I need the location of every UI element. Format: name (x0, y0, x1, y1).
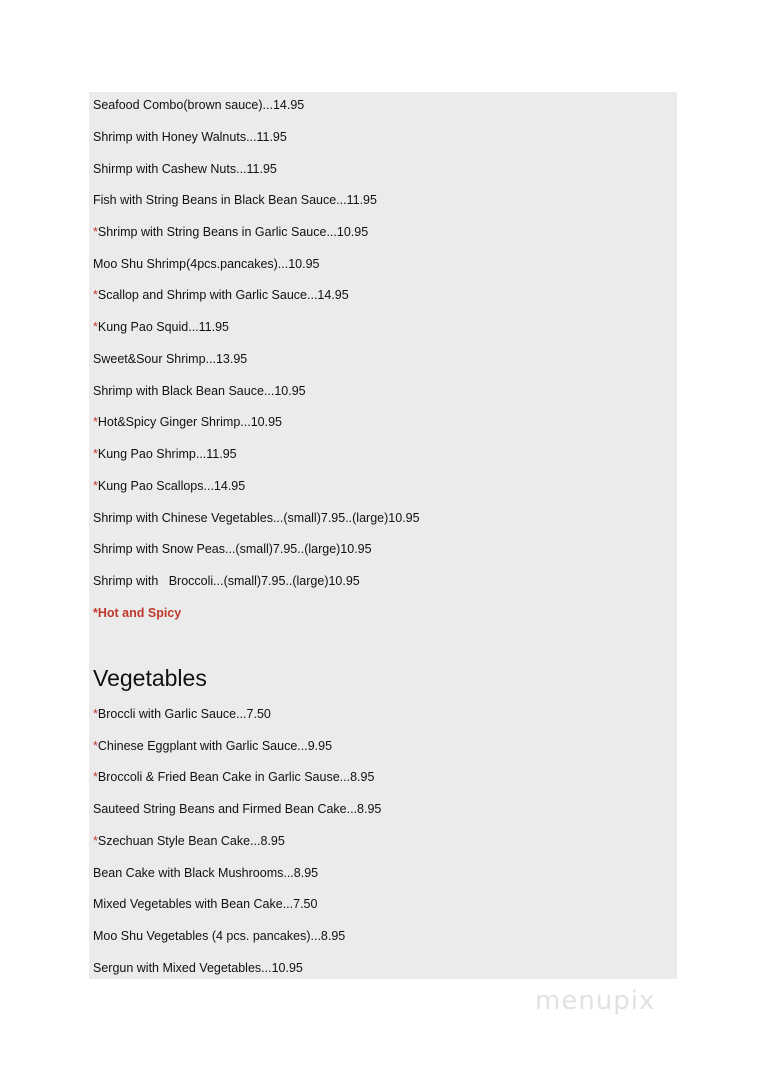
menu-item (93, 960, 303, 976)
menu-item (93, 129, 287, 145)
menu-item (93, 161, 277, 177)
menu-item (93, 351, 247, 367)
menu-item (93, 769, 374, 785)
menu-item (93, 928, 345, 944)
menu-item (93, 801, 381, 817)
menu-item (93, 446, 237, 462)
menu-item-text: Broccli with Garlic Sauce...7.50 (97, 707, 271, 721)
menu-item (93, 865, 318, 881)
menu-item (93, 414, 282, 430)
menu-item (93, 833, 285, 849)
menu-item (93, 383, 306, 399)
menu-item-text: Chinese Eggplant with Garlic Sauce...9.95 (97, 739, 333, 753)
menu-item (93, 573, 360, 589)
menu-item (93, 256, 320, 272)
menu-item (93, 478, 245, 494)
hot-spicy-marker: * (93, 415, 98, 429)
hot-spicy-marker: * (93, 834, 98, 848)
menu-item-text: Scallop and Shrimp with Garlic Sauce...14.95 (97, 288, 349, 302)
menu-item (93, 738, 332, 754)
menu-item (93, 541, 372, 557)
menu-item-text: Shrimp with Black Bean Sauce...10.95 (93, 384, 306, 398)
menu-item-text: Moo Shu Shrimp(4pcs.pancakes)...10.95 (93, 257, 320, 271)
menupix-watermark: menupix (535, 986, 656, 1016)
menu-item-text: Seafood Combo(brown sauce)...14.95 (93, 98, 305, 112)
menu-item (93, 224, 368, 240)
hot-spicy-marker: * (93, 770, 98, 784)
menu-item-text: Shrimp with Snow Peas...(small)7.95..(large)10.95 (93, 542, 372, 556)
menu-item (93, 97, 304, 113)
hot-spicy-marker: * (93, 739, 98, 753)
menu-item-text: Kung Pao Scallops...14.95 (97, 479, 246, 493)
menu-item (93, 192, 377, 208)
menu-item-text: Shrimp with Honey Walnuts...11.95 (93, 130, 287, 144)
menu-item (93, 510, 420, 526)
menu-item-text: Mixed Vegetables with Bean Cake...7.50 (93, 897, 318, 911)
menu-item-text: Sauteed String Beans and Firmed Bean Cake...8.95 (93, 802, 382, 816)
menu-item-text: Hot&Spicy Ginger Shrimp...10.95 (97, 415, 282, 429)
hot-spicy-marker: * (93, 288, 98, 302)
hot-spicy-marker: * (93, 320, 98, 334)
menu-item-text: Moo Shu Vegetables (4 pcs. pancakes)...8.95 (93, 929, 346, 943)
menu-item-text: Bean Cake with Black Mushrooms...8.95 (93, 866, 319, 880)
menu-item (93, 706, 271, 722)
menu-item-text: Sergun with Mixed Vegetables...10.95 (93, 961, 303, 975)
menu-item-text: Broccoli & Fried Bean Cake in Garlic Sause...8.95 (97, 770, 375, 784)
menu-item-text: Shrimp with Broccoli...(small)7.95..(large)10.95 (93, 574, 360, 588)
hot-spicy-marker: * (93, 479, 98, 493)
menu-item (93, 319, 229, 335)
menu-item-text: Kung Pao Shrimp...11.95 (97, 447, 237, 461)
menu-item-text: Fish with String Beans in Black Bean Sauce...11.95 (93, 193, 377, 207)
menu-item (93, 896, 317, 912)
hot-spicy-marker: * (93, 447, 98, 461)
menu-item-text: Shrimp with Chinese Vegetables...(small)7.95..(large)10.95 (93, 511, 420, 525)
section-heading-vegetables: Vegetables (93, 665, 207, 691)
menu-item-text: Szechuan Style Bean Cake...8.95 (97, 834, 285, 848)
hot-spicy-marker: * (93, 225, 98, 239)
menu-item-text: Shrimp with String Beans in Garlic Sauce...10.95 (97, 225, 369, 239)
menu-item-text: Shirmp with Cashew Nuts...11.95 (93, 162, 277, 176)
menu-item (93, 287, 349, 303)
menu-item-text: Kung Pao Squid...11.95 (97, 320, 229, 334)
hot-spicy-note: *Hot and Spicy (93, 606, 182, 620)
hot-spicy-marker: * (93, 707, 98, 721)
menu-item-text: Sweet&Sour Shrimp...13.95 (93, 352, 248, 366)
